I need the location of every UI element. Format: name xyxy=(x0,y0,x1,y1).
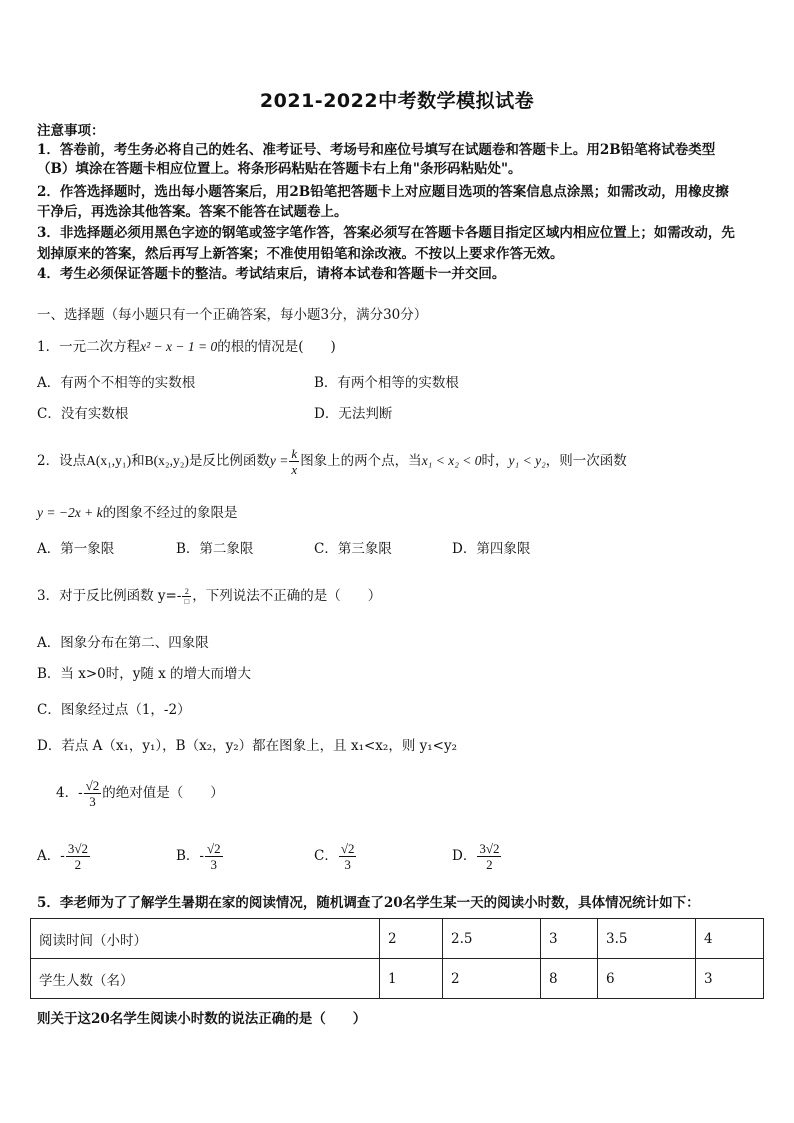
notice-line-5: 3．非选择题必须用黑色字迹的钢笔或签字笔作答，答案必须写在答题卡各题目指定区域内相应位置上；如需改动，先 xyxy=(37,225,735,241)
q2-text-5: 时， xyxy=(481,453,509,469)
table-cell: 2 xyxy=(380,919,443,959)
q4-option-d-num: 3√2 xyxy=(479,841,500,856)
table-cell: 学生人数（名） xyxy=(31,959,380,999)
q4-prefix: 4．- xyxy=(56,785,83,801)
q4-frac-den: 3 xyxy=(89,794,96,809)
q4-option-b xyxy=(176,838,224,874)
q4-option-b-den: 3 xyxy=(210,857,218,872)
table-cell: 阅读时间（小时） xyxy=(31,919,380,959)
notice-line-1: 1．答卷前，考生务必将自己的姓名、准考证号、考场号和座位号填写在试题卷和答题卡上。用2B铅笔将试卷类型 xyxy=(37,142,716,158)
q2-option-d: D．第四象限 xyxy=(452,541,531,557)
q3-frac-den: □ xyxy=(184,597,190,606)
q3-option-a: A．图象分布在第二、四象限 xyxy=(37,635,209,651)
q2-frac-den: x xyxy=(291,462,298,477)
notice-heading: 注意事项： xyxy=(37,123,105,139)
q2-text-6: ，则一次函数 xyxy=(545,453,627,469)
q4-option-c-num: √2 xyxy=(340,841,355,856)
q4-option-a-den: 2 xyxy=(74,857,82,872)
table-cell: 8 xyxy=(541,959,598,999)
q2-point-b: B(x₂,y₂) xyxy=(144,453,189,468)
q2-option-b: B．第二象限 xyxy=(176,541,254,557)
question-4 xyxy=(56,775,224,811)
q4-option-a-fraction xyxy=(66,841,90,872)
table-cell: 1 xyxy=(380,959,443,999)
q2-text-2: 和 xyxy=(131,453,145,469)
table-cell: 4 xyxy=(696,919,764,959)
q3-prefix: 3．对于反比例函数 y=- xyxy=(37,588,182,604)
q4-option-d-label: D． xyxy=(452,848,477,864)
q4-option-c-label: C． xyxy=(314,848,338,864)
q4-suffix: 的绝对值是（ ） xyxy=(102,785,224,801)
q4-option-b-label: B．- xyxy=(176,848,204,864)
q4-option-a xyxy=(37,838,91,874)
q1-option-d: D．无法判断 xyxy=(314,406,393,422)
notice-line-7: 4．考生必须保证答题卡的整洁。考试结束后，请将本试卷和答题卡一并交回。 xyxy=(37,266,506,282)
table-cell: 3.5 xyxy=(598,919,696,959)
table-cell: 2.5 xyxy=(443,919,541,959)
q2-fraction xyxy=(289,446,299,477)
q4-option-c-fraction xyxy=(339,841,357,872)
table-cell: 2 xyxy=(443,959,541,999)
q1-option-b: B．有两个相等的实数根 xyxy=(314,375,459,391)
question-1 xyxy=(37,338,336,356)
q2-text-3: 是反比例函数 xyxy=(188,453,270,469)
q2-line-2-text: 的图象不经过的象限是 xyxy=(102,505,238,521)
q4-option-a-label: A．- xyxy=(37,848,65,864)
question-2 xyxy=(37,443,627,479)
table-row xyxy=(31,959,764,999)
q3-suffix: ，下列说法不正确的是（ ） xyxy=(192,588,382,604)
table-cell: 3 xyxy=(696,959,764,999)
q2-option-c: C．第三象限 xyxy=(314,541,392,557)
q2-point-a: A(x₁,y₁) xyxy=(86,453,132,468)
q1-option-a: A．有两个不相等的实数根 xyxy=(37,375,196,391)
question-2-line-2 xyxy=(37,504,238,522)
q3-option-b: B．当 x>0时，y随 x 的增大而增大 xyxy=(37,666,252,682)
notice-line-2: （B）填涂在答题卡相应位置上。将条形码粘贴在答题卡右上角"条形码粘贴处"。 xyxy=(37,161,522,177)
q2-text-1: 2．设点 xyxy=(37,453,87,469)
table-cell: 6 xyxy=(598,959,696,999)
table-row xyxy=(31,919,764,959)
q1-suffix: 的根的情况是( ) xyxy=(217,339,336,355)
q3-frac-num: 2 xyxy=(182,587,191,597)
q4-option-b-num: √2 xyxy=(206,841,221,856)
q1-option-c: C．没有实数根 xyxy=(37,406,129,422)
q1-equation: x² − x − 1 = 0 xyxy=(140,339,218,354)
q4-option-a-num: 3√2 xyxy=(67,841,88,856)
q2-text-4: 图象上的两个点，当 xyxy=(300,453,422,469)
q3-option-c: C．图象经过点（1，-2） xyxy=(37,702,191,718)
q4-option-c xyxy=(314,838,357,874)
question-3 xyxy=(37,584,381,608)
q4-option-d-fraction xyxy=(477,841,501,872)
table-cell: 3 xyxy=(541,919,598,959)
page-title: 2021-2022中考数学模拟试卷 xyxy=(259,90,535,112)
question-5: 5．李老师为了了解学生暑期在家的阅读情况，随机调查了20名学生某一天的阅读小时数，具体情况统计如下： xyxy=(37,895,700,911)
q2-linear-equation: y = −2x + k xyxy=(37,505,103,520)
q4-frac-num: √2 xyxy=(85,778,100,793)
q2-func-lhs: y = xyxy=(269,453,289,468)
section-heading: 一、选择题（每小题只有一个正确答案，每小题3分，满分30分） xyxy=(37,307,428,323)
q4-option-d-den: 2 xyxy=(486,857,493,872)
q4-option-d xyxy=(452,838,502,874)
q2-option-a: A．第一象限 xyxy=(37,541,115,557)
notice-line-6: 划掉原来的答案，然后再写上新答案；不准使用铅笔和涂改液。不按以上要求作答无效。 xyxy=(37,246,564,262)
q3-option-d: D．若点 A（x₁，y₁），B（x₂，y₂）都在图象上，且 x₁<x₂，则 y₁<y₂ xyxy=(37,738,457,754)
q4-option-c-den: 3 xyxy=(344,857,351,872)
q4-option-b-fraction xyxy=(205,841,223,872)
question-5-followup: 则关于这20名学生阅读小时数的说法正确的是（ ） xyxy=(37,1011,367,1027)
q2-condition-x: x₁ < x₂ < 0 xyxy=(421,453,482,468)
q2-condition-y: y₁ < y₂ xyxy=(508,453,546,468)
q4-fraction xyxy=(84,778,102,809)
q1-prefix: 1．一元二次方程 xyxy=(37,339,141,355)
reading-hours-table xyxy=(30,918,764,999)
notice-line-3: 2．作答选择题时，选出每小题答案后，用2B铅笔把答题卡上对应题目选项的答案信息点涂黑；如需改动，用橡皮擦 xyxy=(37,184,729,200)
notice-line-4: 干净后，再选涂其他答案。答案不能答在试题卷上。 xyxy=(37,204,348,220)
q3-fraction xyxy=(182,587,191,606)
q2-frac-num: k xyxy=(291,446,298,461)
